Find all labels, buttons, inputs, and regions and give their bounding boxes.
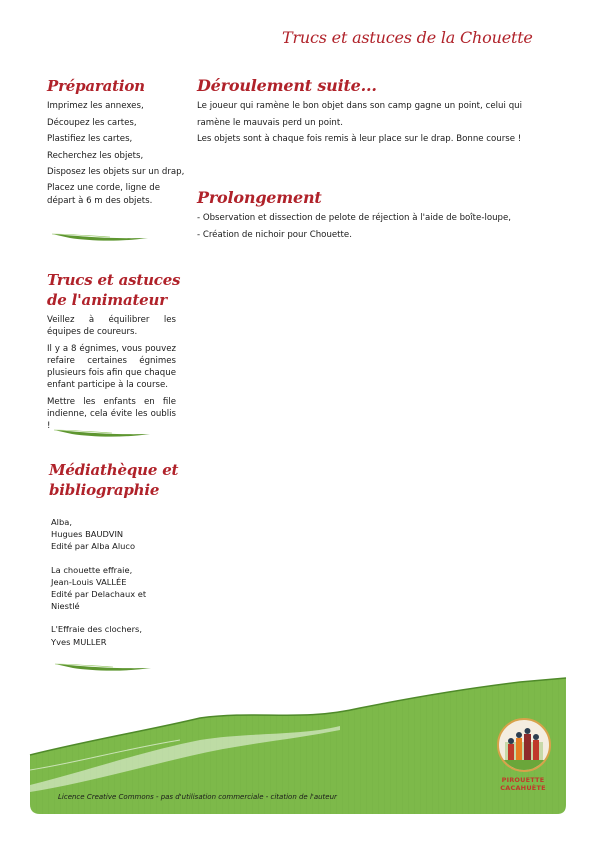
book-entry: L'Effraie des clochers, Yves MULLER: [51, 624, 142, 647]
list-item: Plastifiez les cartes,: [47, 134, 133, 144]
licence-text: Licence Creative Commons - pas d'utilisation commerciale - citation de l'auteur: [58, 793, 337, 801]
grass-divider: [52, 426, 152, 440]
tip-paragraph: Veillez à équilibrer les équipes de coureurs.: [47, 315, 176, 337]
list-item: - Observation et dissection de pelote de réjection à l'aide de boîte-loupe,: [197, 213, 512, 223]
tip-paragraph: Mettre les enfants en file indienne, cela évite les oublis !: [47, 397, 176, 431]
media-section: [49, 460, 189, 500]
prolongement-heading: Prolongement: [197, 188, 322, 207]
logo-badge: [497, 718, 551, 772]
tips-section: [47, 270, 187, 437]
grass-divider: [50, 230, 150, 244]
list-item: Imprimez les annexes,: [47, 101, 144, 111]
tips-heading-line1: Trucs et astuces: [47, 271, 181, 289]
preparation-section: [47, 76, 187, 209]
prolongement-section: [197, 188, 527, 243]
list-item: Disposez les objets sur un drap,: [47, 167, 185, 177]
deroulement-heading: Déroulement suite...: [197, 76, 377, 95]
media-heading-line1: Médiathèque et: [49, 461, 179, 479]
list-item: Recherchez les objets,: [47, 150, 144, 161]
deroulement-paragraph: Les objets sont à chaque fois remis à leur place sur le drap. Bonne course !: [197, 134, 522, 144]
deroulement-paragraph: Le joueur qui ramène le bon objet dans son camp gagne un point, celui qui ramène le mauvais perd un point.: [197, 101, 522, 128]
media-heading-line2: bibliographie: [49, 481, 160, 499]
page-title: Trucs et astuces de la Chouette: [282, 28, 533, 47]
tips-heading-line2: de l'animateur: [47, 291, 167, 309]
list-item: Placez une corde, ligne de départ à 6 m des objets.: [47, 182, 161, 206]
list-item: - Création de nichoir pour Chouette.: [197, 229, 352, 240]
pirouette-cacahuete-logo: [497, 718, 549, 792]
book-entry: La chouette effraie, Jean-Louis VALLÉE Edité par Delachaux et Niestlé: [51, 564, 147, 612]
tip-paragraph: Il y a 8 égnimes, vous pouvez refaire certaines égnimes plusieurs fois afin que chaque enfant participe à la course.: [47, 344, 176, 390]
list-item: Découpez les cartes,: [47, 117, 137, 128]
bibliography-list: [51, 516, 161, 659]
deroulement-section: [197, 76, 527, 148]
logo-wordmark: PIROUETTE CACAHUÈTE: [500, 776, 546, 792]
logo-illustration: [499, 720, 549, 770]
preparation-heading: Préparation: [47, 77, 145, 95]
book-entry: Alba, Hugues BAUDVIN Edité par Alba Aluco: [51, 517, 136, 552]
